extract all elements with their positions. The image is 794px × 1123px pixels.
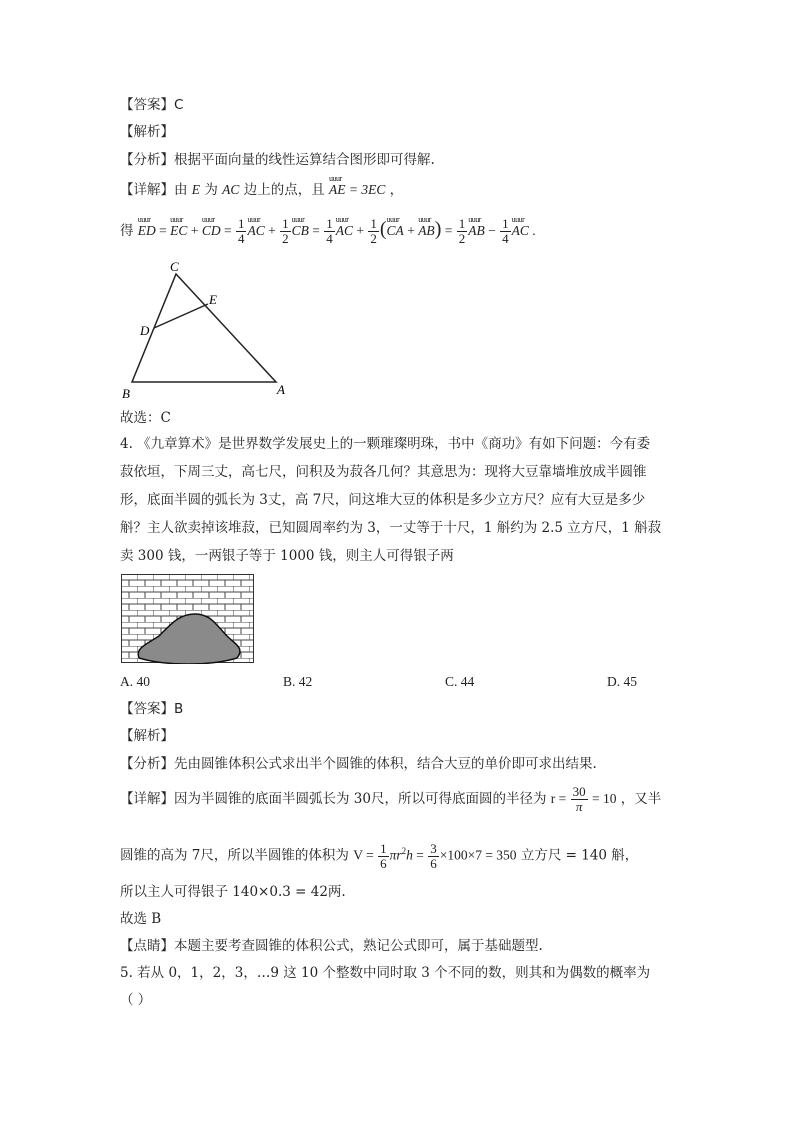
q4-text-4: 斛？主人欲卖掉该堆菽，已知圆周率约为 3，一丈等于十尺，1 斛约为 2.5 立方尺，1 斛菽	[120, 520, 662, 536]
q3-detail-prefix: 【详解】由	[120, 182, 188, 198]
q3-answer: 【答案】C	[120, 97, 184, 113]
label-c: C	[170, 259, 179, 274]
q3-detail-mid2: 边上的点，且	[243, 182, 325, 198]
q3-detail-e: E	[191, 182, 201, 197]
q4-option-d: D. 45	[607, 674, 637, 689]
q4-detail-2: 圆锥的高为 7尺，所以半圆锥的体积为 V = $\frac{1}{6}$ $\pi r^2h$ = $\frac{3}{6}$ ×100×7 = 350 立方尺 = 140 斛，	[120, 840, 639, 871]
q4-fenxi: 【分析】先由圆锥体积公式求出半个圆锥的体积，结合大豆的单价即可求出结果.	[120, 756, 597, 772]
q4-detail-1-prefix: 【详解】因为半圆锥的底面半圆弧长为 30尺，所以可得底面圆的半径为	[120, 791, 547, 807]
q3-detail-ac: AC	[222, 182, 240, 197]
q4-option-a: A. 40	[120, 674, 150, 689]
q4-answer: 【答案】B	[120, 701, 184, 717]
label-a: A	[277, 382, 285, 397]
label-b: B	[122, 386, 130, 401]
q3-formula-prefix: 得	[120, 223, 134, 239]
q4-option-b: B. 42	[283, 674, 313, 689]
q3-detail-vector-eq: uuur AE = 3EC	[329, 181, 385, 199]
q4-text-5: 卖 300 钱，一两银子等于 1000 钱，则主人可得银子两	[120, 548, 454, 564]
label-d: D	[140, 323, 150, 338]
triangle-abc	[132, 274, 276, 382]
q3-fenxi: 【分析】根据平面向量的线性运算结合图形即可得解.	[120, 152, 435, 168]
q3-detail	[120, 181, 403, 199]
q4-detail-3: 所以主人可得银子 140×0.3 = 42两.	[120, 884, 346, 900]
q3-analysis-title: 【解析】	[120, 124, 174, 140]
q3-detail-mid: 为	[204, 182, 218, 198]
q4-detail-2-suffix: 立方尺 = 140 斛，	[520, 847, 639, 864]
q3-detail-end: ，	[389, 182, 404, 198]
q4-text-1: 4. 《九章算术》是世界数学发展史上的一颗璀璨明珠，书中《商功》有如下问题：今有委	[120, 436, 651, 452]
q4-conclusion: 故选 B	[120, 911, 162, 927]
label-e: E	[209, 292, 217, 307]
q4-detail-1-suffix: ，又半	[620, 791, 662, 807]
q4-detail-1: 【详解】因为半圆锥的底面半圆弧长为 30尺，所以可得底面圆的半径为 r = $\frac{30}{\pi}$ = 10 ，又半	[120, 784, 662, 814]
q5-text-1: 5. 若从 0，1，2，3，…9 这 10 个整数中同时取 3 个不同的数，则其和为偶数的概率为	[120, 965, 651, 981]
brick-wall-figure	[121, 574, 255, 664]
q4-option-c: C. 44	[445, 674, 475, 689]
q5-text-2: （ ）	[120, 992, 152, 1008]
q3-conclusion: 故选：C	[120, 410, 171, 426]
q4-text-3: 形，底面半圆的弧长为 3丈，高 7尺，问这堆大豆的体积是多少立方尺？应有大豆是多少	[120, 492, 646, 508]
q4-detail-2-prefix: 圆锥的高为 7尺，所以半圆锥的体积为	[120, 847, 349, 864]
q3-formula: 得 uuur ED = uuur EC + uuur CD = $\frac{1}{4}$ uuur AC + $\frac{1}{2}$ uuur CB = $\frac{1}{4}$ uuur AC + $\frac{1}{2}$ (uuur CA + uuur AB) = $\frac{1}{2}$ uuur AB − $\frac{1}{4}$ uuur AC .	[120, 214, 536, 246]
q4-dianjing: 【点睛】本题主要考查圆锥的体积公式，熟记公式即可，属于基础题型.	[120, 938, 543, 954]
q4-analysis-title: 【解析】	[120, 728, 174, 744]
q4-text-2: 菽依垣，下周三丈，高七尺，问积及为菽各几何？其意思为：现将大豆靠墙堆放成半圆锥	[120, 464, 647, 480]
triangle-figure	[112, 258, 302, 403]
